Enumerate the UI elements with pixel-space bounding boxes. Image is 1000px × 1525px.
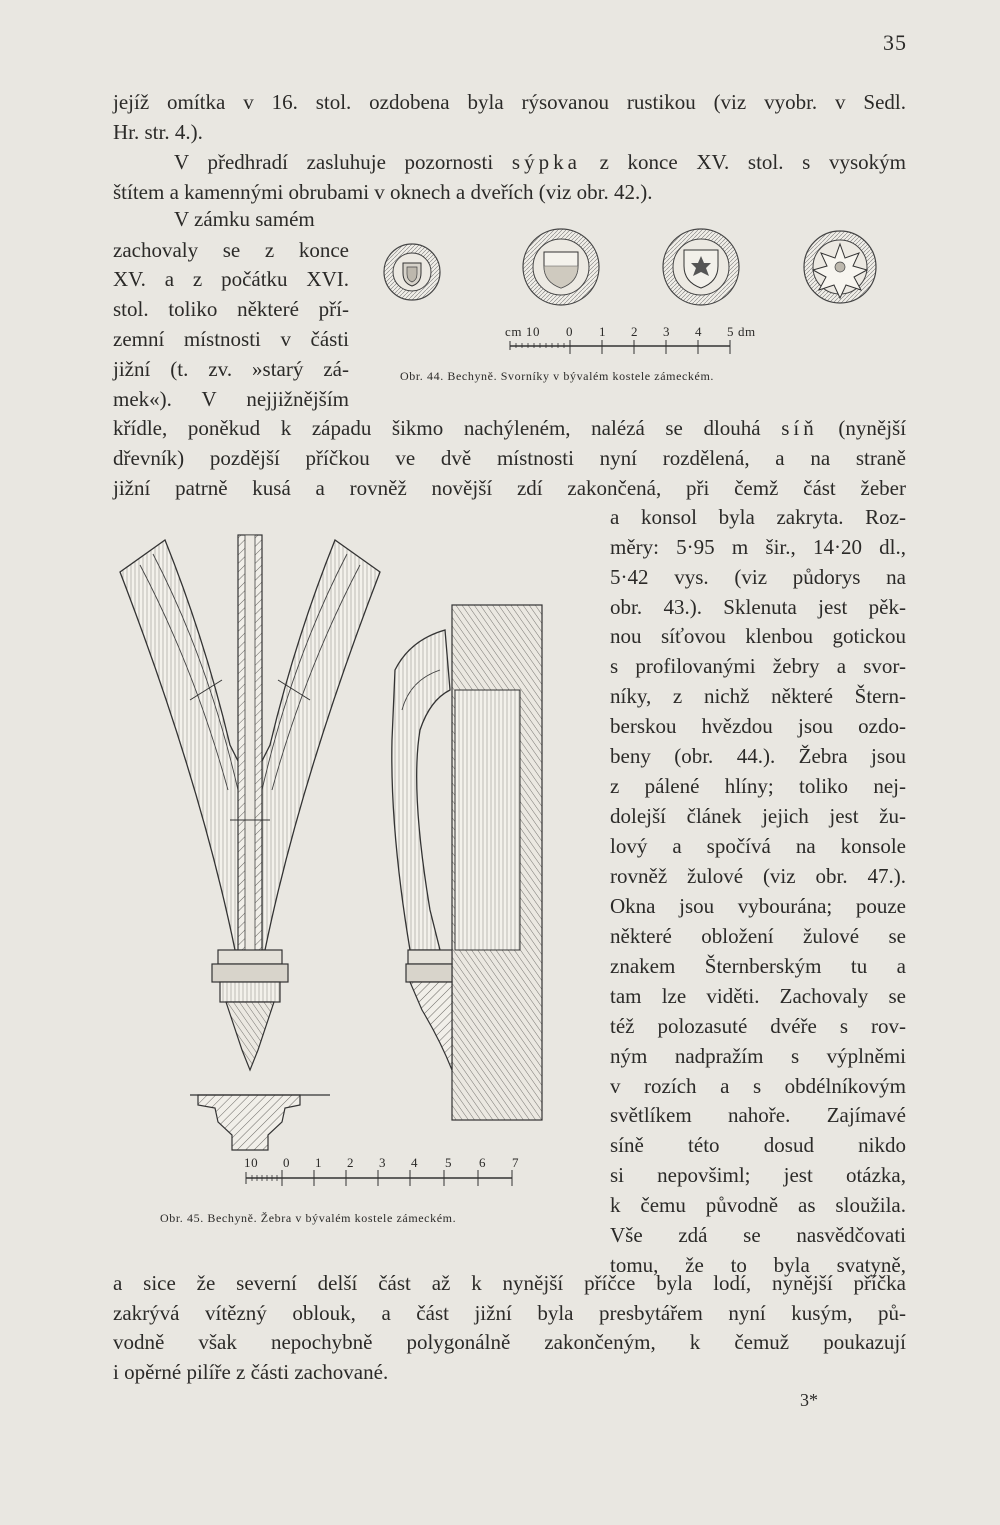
text-line: některé obložení žulové se bbox=[610, 924, 906, 948]
text-line: dřevník) pozdější příčkou ve dvě místnosti nyní rozdělená, a na straně bbox=[113, 446, 906, 470]
text-line: ným nadpražím s výplněmi bbox=[610, 1044, 906, 1068]
text-line: i opěrné pilíře z části zachované. bbox=[113, 1360, 389, 1384]
scale-label: 0 bbox=[566, 324, 574, 339]
text-line: zemní místnosti v části bbox=[113, 327, 349, 351]
text-line: k čemu původně as sloužila. bbox=[610, 1193, 906, 1217]
text-line bbox=[113, 414, 906, 442]
signature-mark: 3* bbox=[800, 1390, 818, 1410]
text-line: stol. toliko některé pří- bbox=[113, 297, 349, 321]
figure-45-caption: Obr. 45. Bechyně. Žebra v bývalém kostele zámeckém. bbox=[160, 1211, 457, 1225]
text-line: si nepovšiml; jest otázka, bbox=[610, 1163, 906, 1187]
spaced-word: sýpka bbox=[511, 150, 581, 174]
rib-section bbox=[392, 605, 542, 1120]
text-line: berskou hvězdou jsou ozdo- bbox=[610, 714, 906, 738]
text-line: vodně však nepochybně polygonálně zakončeným, k čemuž poukazují bbox=[113, 1330, 906, 1354]
rib-springer-elevation bbox=[120, 535, 380, 1150]
keystone-4 bbox=[804, 231, 876, 303]
figure-44-keystones bbox=[378, 222, 878, 362]
text-line: světlíkem nahoře. Zajímavé bbox=[610, 1103, 906, 1127]
text-line: v rozích a s obdélníkovým bbox=[610, 1074, 906, 1098]
text-line bbox=[174, 148, 906, 176]
figure-45-scale-bar bbox=[246, 1170, 512, 1186]
scale-label: 4 bbox=[411, 1155, 419, 1170]
figure-44-caption: Obr. 44. Bechyně. Svorníky v bývalém kostele zámeckém. bbox=[400, 369, 714, 383]
text-line: Okna jsou vybourána; pouze bbox=[610, 894, 906, 918]
text-line: znakem Šternberským tu a bbox=[610, 954, 906, 978]
text-line: lový a spočívá na konsole bbox=[610, 834, 906, 858]
text-line: z pálené hlíny; toliko nej- bbox=[610, 774, 906, 798]
scale-label: 3 bbox=[663, 324, 671, 339]
page-number: 35 bbox=[883, 30, 907, 55]
scale-label: 1 bbox=[599, 324, 607, 339]
text-fragment: křídle, poněkud k západu šikmo nachýleném, nalézá se dlouhá bbox=[113, 416, 761, 440]
text-line: V zámku samém bbox=[174, 207, 315, 231]
text-line: obr. 43.). Sklenuta jest pěk- bbox=[610, 595, 906, 619]
scale-label: 2 bbox=[631, 324, 639, 339]
scale-label: 6 bbox=[479, 1155, 487, 1170]
text-fragment: z konce XV. stol. s vysokým bbox=[599, 150, 907, 174]
scale-label: 1 bbox=[315, 1155, 323, 1170]
text-line: nou síťovou klenbou gotickou bbox=[610, 624, 906, 648]
text-line: mek«). V nejjižnějším bbox=[113, 387, 349, 411]
figure-45-ribs-drawing bbox=[110, 530, 590, 1200]
keystone-1 bbox=[384, 244, 440, 300]
text-line: Vše zdá se nasvědčovati bbox=[610, 1223, 906, 1247]
text-line: s profilovanými žebry a svor- bbox=[610, 654, 906, 678]
text-line: zachovaly se z konce bbox=[113, 238, 349, 262]
text-line: zakrývá vítězný oblouk, a část jižní byla presbytářem nyní kusým, pů- bbox=[113, 1301, 906, 1325]
text-line: jižní (t. zv. »starý zá- bbox=[113, 357, 349, 381]
keystone-3 bbox=[663, 229, 739, 305]
text-line: rovněž žulové (viz obr. 47.). bbox=[610, 864, 906, 888]
scale-label: 5 bbox=[445, 1155, 453, 1170]
scale-label: 10 bbox=[244, 1155, 259, 1170]
keystone-2 bbox=[523, 229, 599, 305]
text-line: dolejší článek jejich jest žu- bbox=[610, 804, 906, 828]
text-line: štítem a kamennými obrubami v oknech a dveřích (viz obr. 42.). bbox=[113, 180, 653, 204]
text-line: též polozasuté dvéře s rov- bbox=[610, 1014, 906, 1038]
scale-label: cm 10 bbox=[505, 324, 541, 339]
text-line: síně této dosud nikdo bbox=[610, 1133, 906, 1157]
text-line: níky, z nichž některé Štern- bbox=[610, 684, 906, 708]
scale-label: 7 bbox=[512, 1155, 520, 1170]
scale-label: 2 bbox=[347, 1155, 355, 1170]
text-line: měry: 5·95 m šir., 14·20 dl., bbox=[610, 535, 906, 559]
scale-label: 5 dm bbox=[727, 324, 756, 339]
text-line: XV. a z počátku XVI. bbox=[113, 267, 349, 291]
text-line: beny (obr. 44.). Žebra jsou bbox=[610, 744, 906, 768]
text-line: jižní patrně kusá a rovněž novější zdí zakončená, při čemž část žeber bbox=[113, 476, 906, 500]
text-line: tomu, že to byla svatyně, bbox=[610, 1253, 906, 1277]
text-line: 5·42 vys. (viz půdorys na bbox=[610, 565, 906, 589]
text-fragment: V předhradí zasluhuje pozornosti bbox=[174, 150, 494, 174]
text-line: tam lze viděti. Zachovaly se bbox=[610, 984, 906, 1008]
spaced-word: síň bbox=[781, 416, 818, 440]
text-line: a sice že severní delší část až k nynější příčce byla lodí, nynější příčka bbox=[113, 1271, 906, 1295]
text-line: Hr. str. 4.). bbox=[113, 120, 203, 144]
text-fragment: (nynější bbox=[838, 416, 907, 440]
text-line: jejíž omítka v 16. stol. ozdobena byla rýsovanou rustikou (viz vyobr. v Sedl. bbox=[113, 90, 906, 114]
scale-label: 0 bbox=[283, 1155, 291, 1170]
text-line: a konsol byla zakryta. Roz- bbox=[610, 505, 906, 529]
scale-label: 3 bbox=[379, 1155, 387, 1170]
scale-label: 4 bbox=[695, 324, 703, 339]
figure-44-scale-bar bbox=[510, 340, 730, 354]
